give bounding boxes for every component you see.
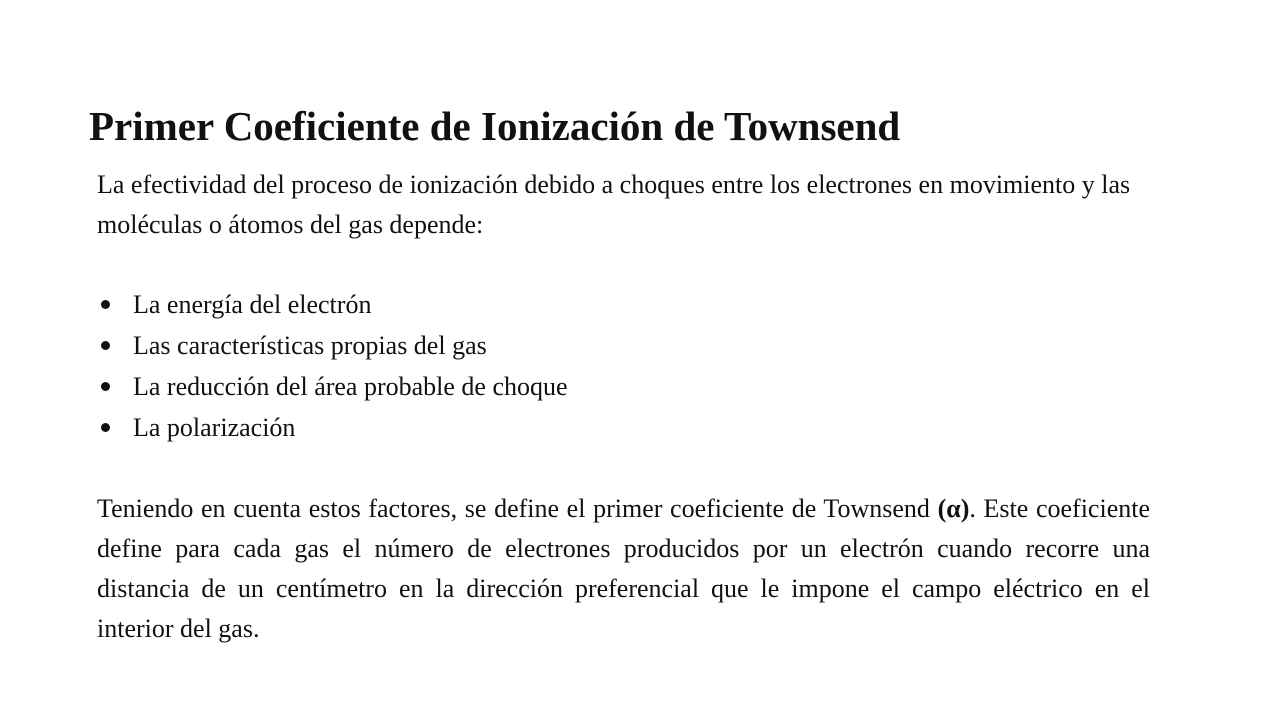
list-item-text: La reducción del área probable de choque xyxy=(133,372,568,401)
list-item xyxy=(97,366,568,407)
definition-text-start: Teniendo en cuenta estos factores, se define el primer coeficiente de Townsend xyxy=(97,494,938,523)
bullet-icon xyxy=(101,341,110,350)
list-item xyxy=(97,407,568,448)
definition-paragraph xyxy=(97,489,1150,649)
intro-paragraph: La efectividad del proceso de ionización debido a choques entre los electrones en movimiento y las moléculas o átomos del gas depende: xyxy=(97,170,1131,239)
list-item xyxy=(97,284,568,325)
list-item-text: La polarización xyxy=(133,413,296,442)
factor-list xyxy=(97,284,568,448)
bullet-icon xyxy=(101,382,110,391)
bullet-icon xyxy=(101,423,110,432)
alpha-symbol: (α) xyxy=(937,494,970,523)
definition-text-end: . Este coeficiente define para cada gas el número de electrones producidos por un electrón cuando recorre una distancia de un centímetro en la dirección preferencial que le impone el campo eléctrico en el interior del gas. xyxy=(97,494,1150,643)
bullet-icon xyxy=(101,300,110,309)
list-item-text: Las características propias del gas xyxy=(133,331,487,360)
slide-title: Primer Coeficiente de Ionización de Townsend xyxy=(89,103,901,149)
list-item-text: La energía del electrón xyxy=(133,290,372,319)
list-item xyxy=(97,325,568,366)
